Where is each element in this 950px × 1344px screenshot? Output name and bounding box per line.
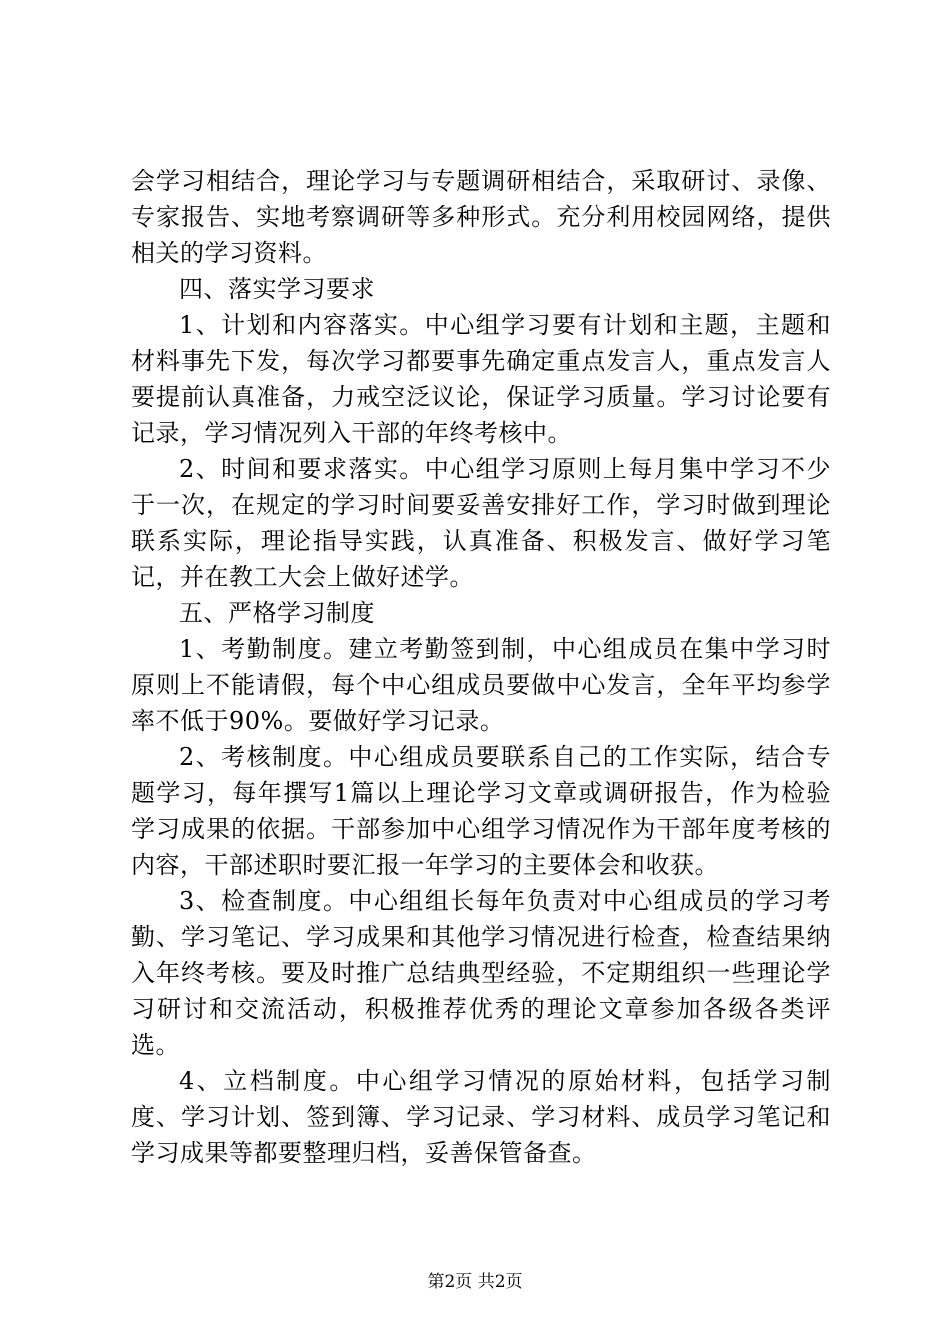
paragraph-plan-content: 1、计划和内容落实。中心组学习要有计划和主题，主题和材料事先下发，每次学习都要事先确定重点发言人，重点发言人要提前认真准备，力戒空泛议论，保证学习质量。学习讨论要有记录，学习情况列入干部的年终考核中。	[131, 311, 831, 447]
paragraph-attendance: 1、考勤制度。建立考勤签到制，中心组成员在集中学习时原则上不能请假，每个中心组成员要做中心发言，全年平均参学率不低于90%。要做好学习记录。	[131, 635, 831, 735]
paragraph-inspection: 3、检查制度。中心组组长每年负责对中心组成员的学习考勤、学习笔记、学习成果和其他学习情况进行检查，检查结果纳入年终考核。要及时推广总结典型经验，不定期组织一些理论学习研讨和交流活动，积极推荐优秀的理论文章参加各级各类评选。	[131, 887, 831, 1059]
document-body	[131, 163, 831, 1171]
paragraph-assessment: 2、考核制度。中心组成员要联系自己的工作实际，结合专题学习，每年撰写1篇以上理论学习文章或调研报告，作为检验学习成果的依据。干部参加中心组学习情况作为干部年度考核的内容，干部述职时要汇报一年学习的主要体会和收获。	[131, 743, 831, 879]
paragraph-time-requirement: 2、时间和要求落实。中心组学习原则上每月集中学习不少于一次，在规定的学习时间要妥善安排好工作，学习时做到理论联系实际，理论指导实践，认真准备、积极发言、做好学习笔记，并在教工大会上做好述学。	[131, 455, 831, 591]
paragraph-1: 会学习相结合，理论学习与专题调研相结合，采取研讨、录像、专家报告、实地考察调研等多种形式。充分利用校园网络，提供相关的学习资料。	[131, 167, 831, 267]
paragraph-archiving: 4、立档制度。中心组学习情况的原始材料，包括学习制度、学习计划、签到簿、学习记录、学习材料、成员学习笔记和学习成果等都要整理归档，妥善保管备查。	[131, 1067, 831, 1167]
page-footer: 第2页 共2页	[427, 1272, 523, 1292]
section-heading-4: 四、落实学习要求	[179, 275, 375, 303]
section-heading-5: 五、严格学习制度	[179, 599, 375, 627]
